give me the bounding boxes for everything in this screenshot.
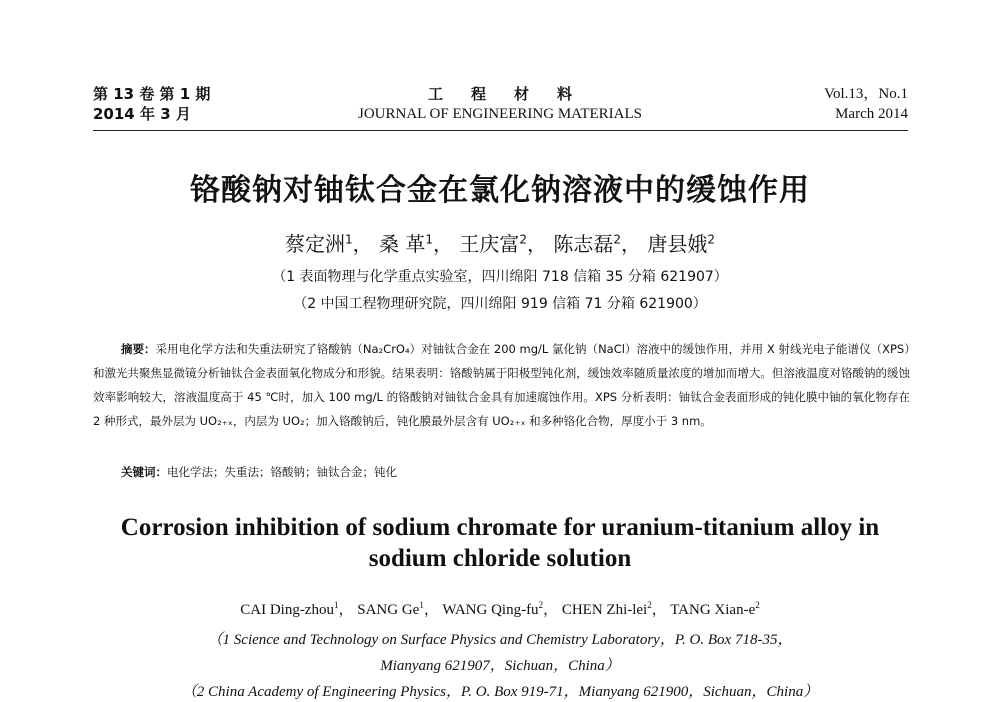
author-en: CAI Ding-zhou (240, 602, 334, 618)
volume-en: Vol.13，No.1 (824, 86, 908, 102)
author-cn: 陈志磊 (553, 232, 614, 256)
author-aff-mark: 2 (647, 600, 652, 610)
author-aff-mark: 1 (419, 600, 424, 610)
authors-cn: 蔡定洲$^1$， 桑 革$^1$， 王庆富$^2$， 陈志磊$^2$， 唐县娥$^2$ (285, 232, 715, 256)
abstract-label: 摘要： (121, 342, 156, 356)
keywords-text: 电化学法；失重法；铬酸钠；铀钛合金；钝化 (167, 465, 397, 479)
journal-name-en: JOURNAL OF ENGINEERING MATERIALS (357, 106, 643, 122)
affiliation-cn-1: （1 表面物理与化学重点实验室，四川绵阳 718 信箱 35 分箱 621907） (272, 269, 728, 285)
date-en: March 2014 (835, 106, 908, 122)
author-en: TANG Xian-e (670, 602, 756, 618)
journal-name (330, 84, 670, 124)
authors-en: CAI Ding-zhou$^1$， SANG Ge$^1$， WANG Qing-$fu^2$， CHEN Zhi-lei$^2$， TANG Xian-$e^2$ (240, 600, 760, 618)
author-aff-mark: 2 (538, 600, 544, 610)
author-aff-mark: 1 (345, 232, 353, 247)
journal-name-cn: 工程材料 (427, 85, 600, 103)
author-cn: 蔡定洲 (285, 232, 345, 256)
volume-cn: 第 13 卷 第 1 期 (93, 85, 211, 103)
keywords (121, 464, 397, 480)
author-cn: 王庆富 (459, 232, 520, 256)
author-en: SANG Ge (357, 602, 420, 618)
affiliation-cn-2: （2 中国工程物理研究院，四川绵阳 919 信箱 71 分箱 621900） (293, 296, 707, 312)
header-rule (93, 130, 908, 131)
date-cn: 2014 年 3 月 (93, 105, 191, 123)
author-cn: 唐县娥 (647, 232, 708, 256)
author-en: CHEN Zhi-lei (561, 602, 648, 618)
abstract-text: 采用电化学方法和失重法研究了铬酸钠（Na₂CrO₄）对铀钛合金在 200 mg/L 氯化钠（NaCl）溶液中的缓蚀作用，并用 X 射线光电子能谱仪（XPS）和激光共聚焦显微镜分析铀钛合金表面氧化物成分和形貌。结果表明：铬酸钠属于阳极型钝化剂，缓蚀效率随质量浓度的增加而增大。但溶液温度对铬酸钠的缓蚀效率影响较大，溶液温度高于 45 ℃时，加入 100 mg/L 的铬酸钠对铀钛合金具有加速腐蚀作用。XPS 分析表明：铀钛合金表面形成的钝化膜中铀的氧化物存在 2 种形式，最外层为 UO₂₊ₓ，内层为 UO₂；加入铬酸钠后，钝化膜最外层含有 UO₂₊ₓ 和多种铬化合物，厚度小于 3 nm。 (93, 342, 910, 428)
author-aff-mark: 1 (333, 600, 339, 610)
journal-issue-en (824, 84, 908, 124)
affiliation-en-1: （1 Science and Technology on Surface Physics and Chemistry Laboratory，P. O. Box 718-35， (207, 632, 793, 648)
paper-title-cn: 铬酸钠对铀钛合金在氯化钠溶液中的缓蚀作用 (190, 173, 810, 208)
abstract (93, 337, 910, 433)
author-aff-mark: 2 (519, 232, 527, 247)
author-aff-mark: 2 (707, 232, 715, 247)
author-en: WANG Qing-fu (442, 602, 539, 618)
paper-title-en: Corrosion inhibition of sodium chromate for uranium-titanium alloy in sodium chloride solution (120, 514, 880, 572)
journal-issue-cn (93, 84, 210, 124)
affiliation-en-1-cont: Mianyang 621907，Sichuan，China） (380, 658, 620, 674)
author-aff-mark: 2 (613, 232, 621, 247)
author-aff-mark: 2 (755, 600, 760, 610)
author-aff-mark: 1 (425, 232, 433, 247)
keywords-label: 关键词： (121, 465, 167, 479)
author-cn: 桑 革 (379, 232, 426, 256)
affiliation-en-2: （2 China Academy of Engineering Physics，P. O. Box 919-71，Mianyang 621900，Sichuan，China） (181, 684, 819, 700)
